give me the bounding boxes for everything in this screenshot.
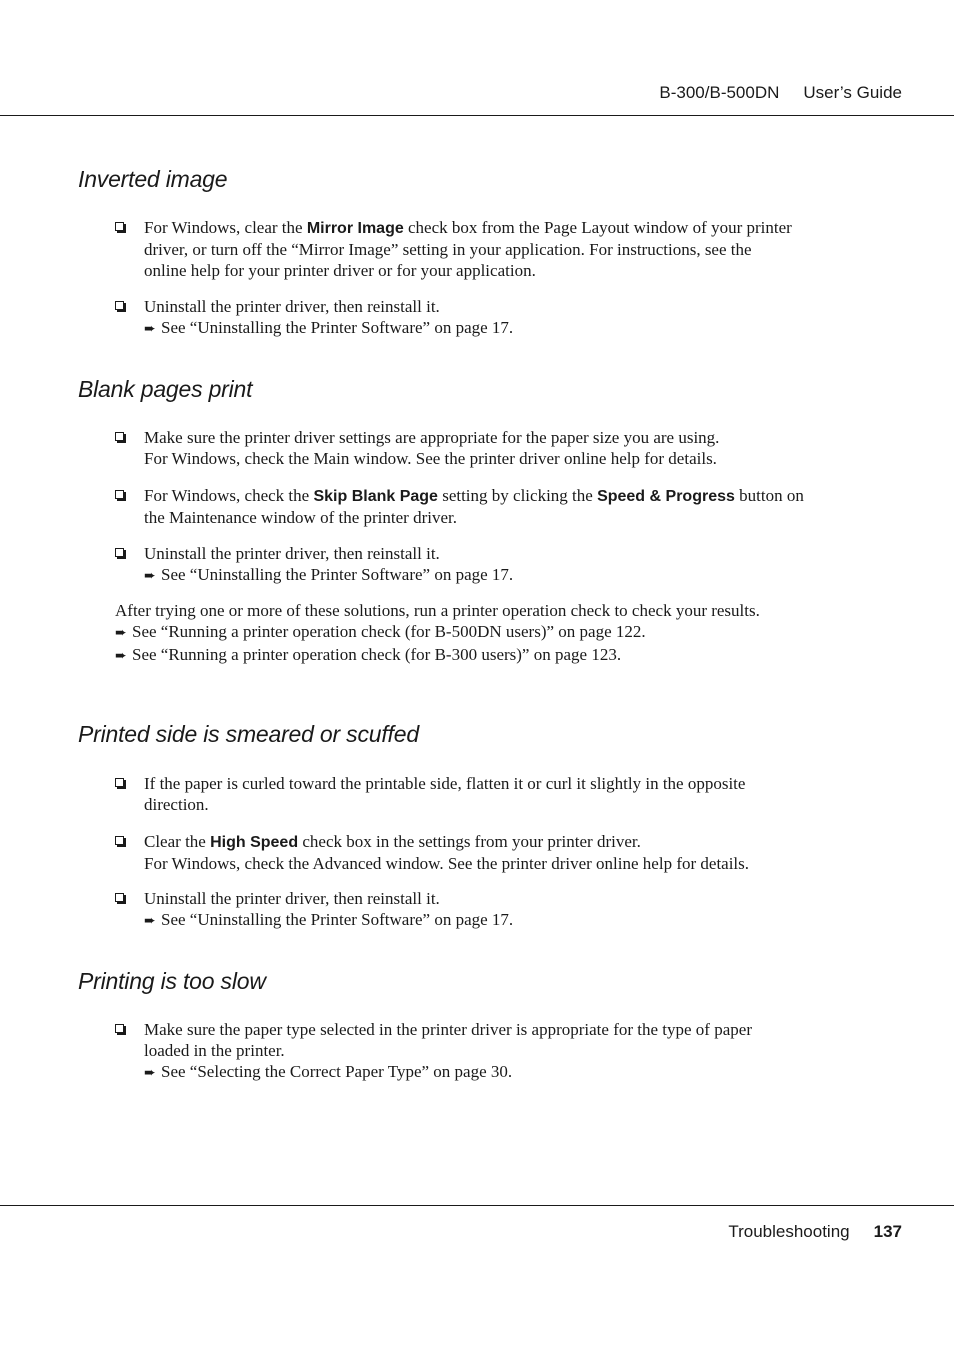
cross-reference: ➨ See “Selecting the Correct Paper Type” on page 30. — [144, 1061, 885, 1084]
header-guide-title: User’s Guide — [803, 83, 902, 102]
ui-term-skip-blank-page: Skip Blank Page — [313, 488, 438, 505]
header-rule — [0, 115, 954, 116]
checkbox-bullet-icon — [115, 490, 124, 499]
arrow-icon: ➨ — [144, 321, 156, 337]
list-item: Uninstall the printer driver, then reinstall it. ➨ See “Uninstalling the Printer Software” on page 17. — [115, 543, 885, 587]
list-item: Uninstall the printer driver, then reinstall it. ➨ See “Uninstalling the Printer Software” on page 17. — [115, 888, 885, 932]
summary-paragraph: After trying one or more of these solutions, run a printer operation check to check your results. ➨ See “Running a printer operation check (for B-500DN users)” on page 122. ➨ See “Running a printer operation check (for B-300 users)” on page 123. — [115, 600, 905, 667]
arrow-icon: ➨ — [144, 913, 156, 929]
checkbox-bullet-icon — [115, 836, 124, 845]
arrow-icon: ➨ — [115, 648, 127, 664]
ui-term-high-speed: High Speed — [210, 834, 299, 851]
arrow-icon: ➨ — [115, 625, 127, 641]
page-number: 137 — [873, 1222, 902, 1241]
list-item: Clear the High Speed check box in the settings from your printer driver. For Windows, check the Advanced window. See the printer driver online help for details. — [115, 831, 885, 874]
running-footer — [728, 1222, 902, 1242]
footer-rule — [0, 1205, 954, 1206]
checkbox-bullet-icon — [115, 432, 124, 441]
checkbox-bullet-icon — [115, 548, 124, 557]
ui-term-mirror-image: Mirror Image — [306, 220, 404, 237]
list-item: Make sure the printer driver settings are appropriate for the paper size you are using. For Windows, check the Main window. See the printer driver online help for details. — [115, 427, 885, 469]
checkbox-bullet-icon — [115, 893, 124, 902]
arrow-icon: ➨ — [144, 1065, 156, 1081]
checkbox-bullet-icon — [115, 1024, 124, 1033]
ui-term-speed-progress: Speed & Progress — [597, 488, 735, 505]
cross-reference: ➨ See “Running a printer operation check (for B-500DN users)” on page 122. — [115, 621, 905, 644]
cross-reference: ➨ See “Uninstalling the Printer Software” on page 17. — [144, 564, 885, 587]
running-header — [659, 83, 902, 103]
cross-reference: ➨ See “Running a printer operation check (for B-300 users)” on page 123. — [115, 644, 905, 667]
list-item: Make sure the paper type selected in the printer driver is appropriate for the type of paper loaded in the printer. ➨ See “Selecting the Correct Paper Type” on page 30. — [115, 1019, 885, 1084]
checkbox-bullet-icon — [115, 301, 124, 310]
section-title-inverted-image: Inverted image — [78, 166, 228, 192]
list-item: For Windows, check the Skip Blank Page setting by clicking the Speed & Progress button on the Maintenance window of the printer driver. — [115, 485, 885, 528]
section-title-printing-slow: Printing is too slow — [78, 968, 266, 994]
arrow-icon: ➨ — [144, 568, 156, 584]
checkbox-bullet-icon — [115, 778, 124, 787]
cross-reference: ➨ See “Uninstalling the Printer Software” on page 17. — [144, 909, 885, 932]
list-item: For Windows, clear the Mirror Image check box from the Page Layout window of your printer driver, or turn off the “Mirror Image” setting in your application. For instructions, see the online help for your printer driver or for your application. — [115, 217, 885, 281]
checkbox-bullet-icon — [115, 222, 124, 231]
cross-reference: ➨ See “Uninstalling the Printer Software” on page 17. — [144, 317, 885, 340]
list-item: If the paper is curled toward the printable side, flatten it or curl it slightly in the opposite direction. — [115, 773, 885, 815]
list-item: Uninstall the printer driver, then reinstall it. ➨ See “Uninstalling the Printer Software” on page 17. — [115, 296, 885, 340]
header-model: B-300/B-500DN — [659, 83, 780, 102]
section-title-smeared: Printed side is smeared or scuffed — [78, 721, 419, 747]
section-title-blank-pages: Blank pages print — [78, 376, 253, 402]
footer-section: Troubleshooting — [728, 1222, 850, 1241]
